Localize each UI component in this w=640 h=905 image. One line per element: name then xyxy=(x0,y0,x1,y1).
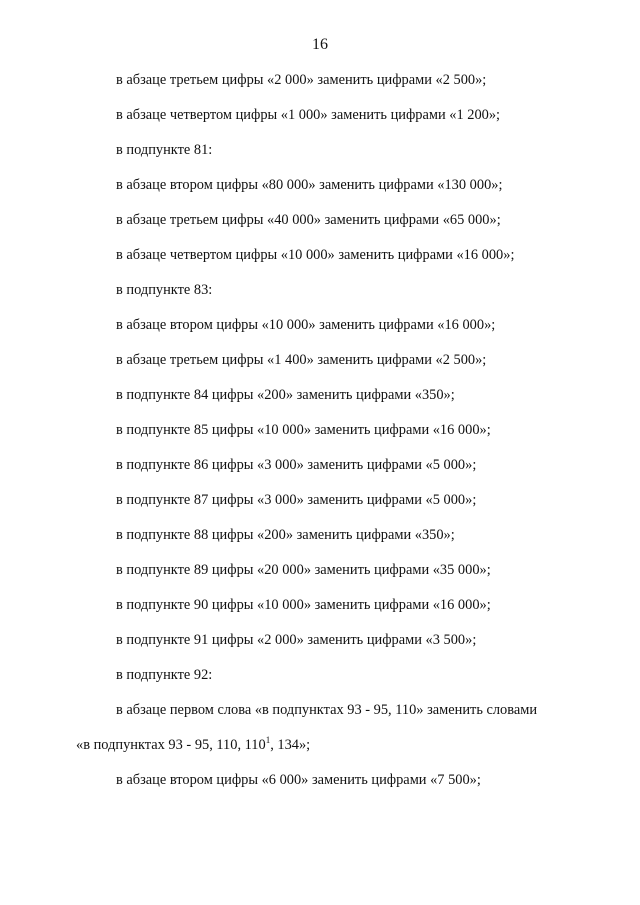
paragraph-line: в подпункте 84 цифры «200» заменить цифрами «350»; xyxy=(116,387,455,403)
paragraph-line: в подпункте 90 цифры «10 000» заменить цифрами «16 000»; xyxy=(116,597,491,613)
paragraph-line: в подпункте 81: xyxy=(116,142,213,158)
paragraph-line: в подпункте 89 цифры «20 000» заменить цифрами «35 000»; xyxy=(116,562,491,578)
paragraph-line: в подпункте 86 цифры «3 000» заменить цифрами «5 000»; xyxy=(116,457,477,473)
paragraph-line: в абзаце втором цифры «6 000» заменить цифрами «7 500»; xyxy=(116,772,481,788)
paragraph-line: в подпункте 87 цифры «3 000» заменить цифрами «5 000»; xyxy=(116,492,477,508)
paragraph-line: в подпункте 83: xyxy=(116,282,213,298)
paragraph-line: в абзаце втором цифры «80 000» заменить цифрами «130 000»; xyxy=(116,177,503,193)
continuation-text-end: , 134»; xyxy=(270,737,311,753)
paragraph-line: в абзаце четвертом цифры «10 000» заменить цифрами «16 000»; xyxy=(116,247,515,263)
paragraph-line: в абзаце четвертом цифры «1 000» заменить цифрами «1 200»; xyxy=(116,107,501,123)
paragraph-line: в абзаце первом слова «в подпунктах 93 - 95, 110» заменить словами xyxy=(116,702,538,718)
paragraph-line: в абзаце втором цифры «10 000» заменить цифрами «16 000»; xyxy=(116,317,496,333)
paragraph-line: в подпункте 88 цифры «200» заменить цифрами «350»; xyxy=(116,527,455,543)
paragraph-continuation-line xyxy=(76,735,310,755)
superscript: 1 xyxy=(265,735,271,746)
paragraph-line: в абзаце третьем цифры «1 400» заменить цифрами «2 500»; xyxy=(116,352,487,368)
paragraph-line: в подпункте 92: xyxy=(116,667,213,683)
page-number: 16 xyxy=(312,36,328,53)
paragraph-line: в подпункте 85 цифры «10 000» заменить цифрами «16 000»; xyxy=(116,422,491,438)
paragraph-line: в подпункте 91 цифры «2 000» заменить цифрами «3 500»; xyxy=(116,632,477,648)
paragraph-line: в абзаце третьем цифры «40 000» заменить цифрами «65 000»; xyxy=(116,212,501,228)
continuation-text: «в подпунктах 93 - 95, 110, 110 xyxy=(76,737,266,753)
paragraph-line: в абзаце третьем цифры «2 000» заменить цифрами «2 500»; xyxy=(116,72,487,88)
